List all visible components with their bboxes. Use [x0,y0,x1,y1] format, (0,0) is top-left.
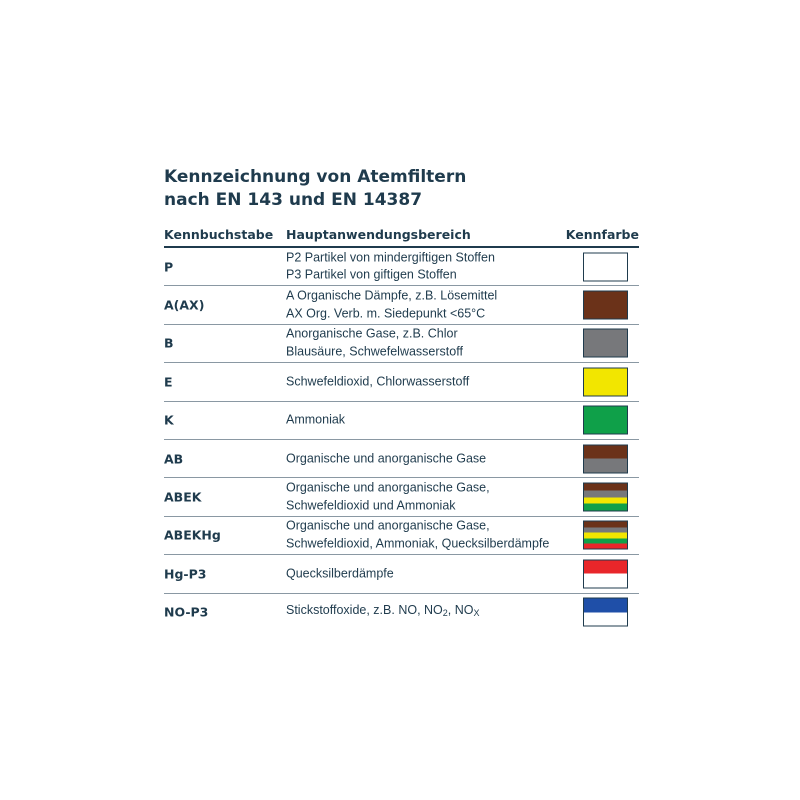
color-swatch [583,252,628,281]
description-line: P3 Partikel von giftigen Stoffen [286,267,457,282]
table-row [164,402,639,440]
description-line: Schwefeldioxid und Ammoniak [286,498,456,513]
document-title [164,166,466,212]
filter-description [286,518,549,553]
color-swatch [583,291,628,320]
color-swatch [583,444,628,473]
description-line: Ammoniak [286,412,346,427]
color-stripe [584,490,627,497]
table-row [164,286,639,324]
table-row [164,594,639,631]
filter-code: P [164,259,174,275]
color-swatch [583,483,628,512]
filter-code: ABEK [164,489,202,505]
table-row [164,478,639,516]
filter-code: ABEKHg [164,527,221,543]
filter-table [164,226,639,631]
color-stripe [584,544,627,549]
table-row [164,248,639,286]
table-row [164,517,639,555]
color-stripe [584,445,627,459]
filter-description [286,480,490,515]
filter-description [286,565,394,583]
color-stripe [584,612,627,626]
description-line: Blausäure, Schwefelwasserstoff [286,344,463,359]
description-line: Organische und anorganische Gase, [286,518,490,533]
filter-description [286,326,463,361]
color-swatch [583,521,628,550]
color-swatch [583,559,628,588]
subscript: X [473,607,480,618]
description-line: Schwefeldioxid, Ammoniak, Quecksilberdämpfe [286,536,550,551]
color-swatch [583,598,628,627]
color-stripe [584,497,627,504]
filter-code: Hg-P3 [164,566,207,582]
header-area: Hauptanwendungsbereich [286,227,471,242]
color-stripe [584,253,627,280]
color-stripe [584,599,627,613]
description-line: Organische und anorganische Gase [286,450,487,465]
description-line: A Organische Dämpfe, z.B. Lösemittel [286,288,498,303]
table-header [164,226,639,248]
description-line: P2 Partikel von mindergiftigen Stoffen [286,250,495,265]
description-line: Quecksilberdämpfe [286,566,394,581]
table-row [164,555,639,593]
color-stripe [584,560,627,574]
table-row [164,363,639,401]
filter-description [286,450,486,468]
subscript: 2 [442,607,448,618]
title-line-1: Kennzeichnung von Atemfiltern [164,167,467,187]
color-stripe [584,330,627,357]
color-stripe [584,574,627,588]
description-line: Schwefeldioxid, Chlorwasserstoff [286,374,470,389]
description-text: Stickstoffoxide, z.B. NO, NO [286,602,443,617]
color-stripe [584,484,627,491]
color-stripe [584,504,627,511]
header-code: Kennbuchstabe [164,227,274,242]
color-stripe [584,459,627,473]
table-row [164,440,639,478]
color-stripe [584,407,627,434]
color-stripe [584,368,627,395]
color-swatch [583,329,628,358]
filter-code: AB [164,451,184,467]
color-swatch [583,406,628,435]
filter-code: A(AX) [164,297,205,313]
filter-description [286,602,480,623]
table-body [164,248,639,631]
filter-description [286,412,345,430]
description-text: , NO [447,602,474,617]
filter-description [286,373,469,391]
table-row [164,325,639,363]
filter-description [286,288,497,323]
description-line: Anorganische Gase, z.B. Chlor [286,326,458,341]
description-line [286,602,480,623]
color-stripe [584,292,627,319]
description-line: Organische und anorganische Gase, [286,480,490,495]
description-line: AX Org. Verb. m. Siedepunkt <65°C [286,306,486,321]
filter-code: NO-P3 [164,604,209,620]
color-swatch [583,367,628,396]
filter-code: E [164,374,173,390]
filter-description [286,249,495,284]
title-line-2: nach EN 143 und EN 14387 [164,190,423,210]
header-color: Kennfarbe [565,227,639,242]
filter-code: K [164,412,174,428]
filter-code: B [164,335,174,351]
